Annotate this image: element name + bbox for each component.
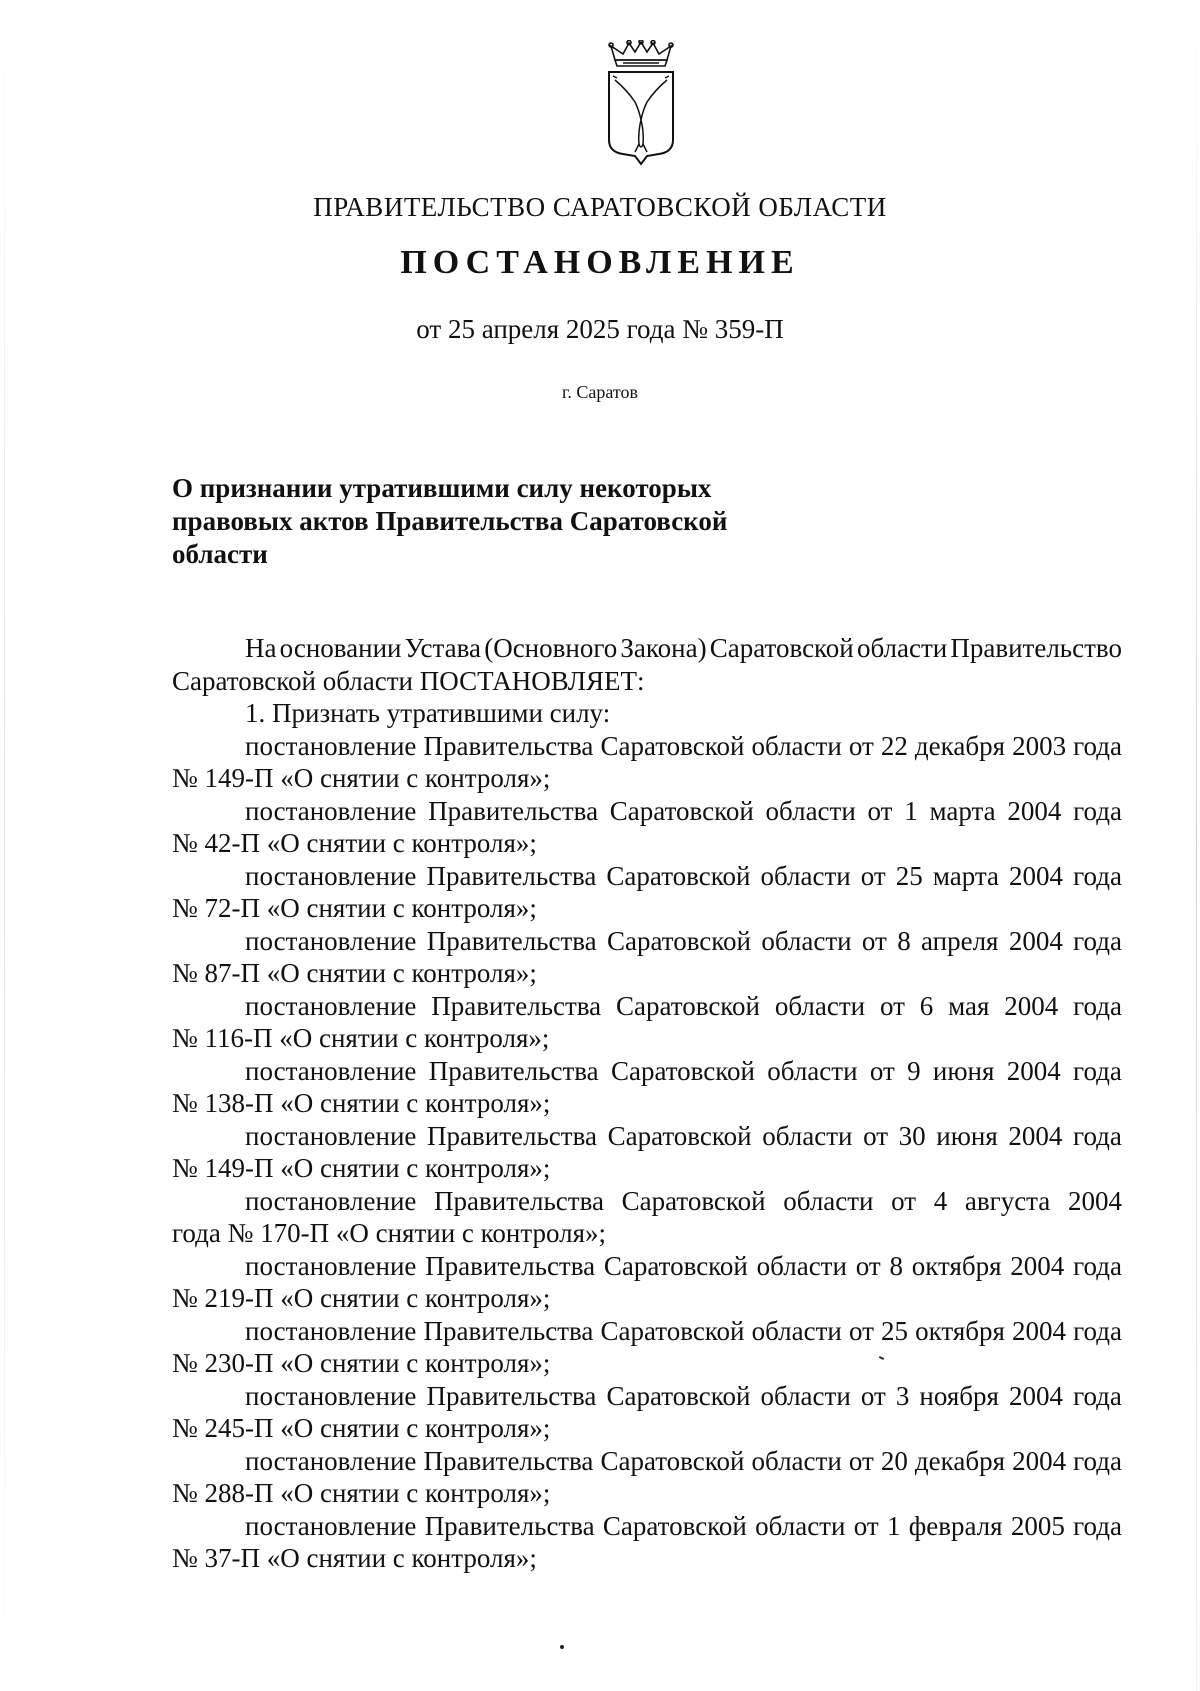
act-line-1: постановление Правительства Саратовской области от 8 апреля 2004 года (245, 925, 1122, 956)
act-line-2: № 42-П «О снятии с контроля»; (172, 828, 537, 858)
act-line-1: постановление Правительства Саратовской области от 20 декабря 2004 года (245, 1445, 1122, 1476)
document-type: ПОСТАНОВЛЕНИЕ (400, 244, 800, 281)
act-line-2: № 37-П «О снятии с контроля»; (172, 1543, 537, 1573)
act-line-2: № 116-П «О снятии с контроля»; (172, 1023, 550, 1053)
document-date-number: от 25 апреля 2025 года № 359-П (416, 314, 784, 344)
title-line: О признании утратившими силу некоторых (172, 473, 712, 503)
saratov-coat-of-arms-icon (601, 40, 681, 170)
act-line-2: года № 170-П «О снятии с контроля»; (172, 1218, 606, 1248)
act-line-1: постановление Правительства Саратовской области от 9 июня 2004 года (245, 1055, 1122, 1086)
act-line-2: № 230-П «О снятии с контроля»; (172, 1348, 551, 1378)
act-line-1: постановление Правительства Саратовской области от 25 марта 2004 года (245, 860, 1122, 891)
act-line-1: постановление Правительства Саратовской области от 22 декабря 2003 года (245, 730, 1122, 761)
act-line-2: № 288-П «О снятии с контроля»; (172, 1478, 551, 1508)
document-body (172, 632, 1122, 1575)
act-line-2: № 72-П «О снятии с контроля»; (172, 893, 537, 923)
document-city: г. Саратов (562, 382, 638, 402)
act-line-2: № 149-П «О снятии с контроля»; (172, 763, 551, 793)
act-line-1: постановление Правительства Саратовской области от 3 ноября 2004 года (245, 1380, 1122, 1411)
act-line-1: постановление Правительства Саратовской области от 1 марта 2004 года (245, 795, 1122, 826)
document-title (172, 472, 792, 571)
act-line-1: постановление Правительства Саратовской области от 25 октября 2004 года (245, 1315, 1122, 1346)
act-line-2: № 138-П «О снятии с контроля»; (172, 1088, 551, 1118)
act-line-2: № 219-П «О снятии с контроля»; (172, 1283, 551, 1313)
page-mark (560, 1645, 564, 1649)
government-name: ПРАВИТЕЛЬСТВО САРАТОВСКОЙ ОБЛАСТИ (313, 192, 887, 222)
act-line-1: постановление Правительства Саратовской области от 4 августа 2004 (245, 1185, 1122, 1216)
revoked-acts-list (172, 730, 1122, 1575)
preamble-line-2: Саратовской области ПОСТАНОВЛЯЕТ: (172, 665, 645, 696)
act-line-1: постановление Правительства Саратовской области от 30 июня 2004 года (245, 1120, 1122, 1151)
act-line-1: постановление Правительства Саратовской области от 6 мая 2004 года (245, 990, 1122, 1021)
preamble-line-1: На основании Устава (Основного Закона) Саратовской области Правительство (245, 633, 1122, 663)
act-line-1: постановление Правительства Саратовской области от 1 февраля 2005 года (245, 1510, 1122, 1541)
act-line-2: № 245-П «О снятии с контроля»; (172, 1413, 551, 1443)
act-line-2: № 149-П «О снятии с контроля»; (172, 1153, 551, 1183)
title-line: правовых актов Правительства Саратовской (172, 506, 728, 536)
title-line: области (172, 539, 268, 569)
point-1: 1. Признать утратившими силу: (245, 698, 611, 728)
act-line-1: постановление Правительства Саратовской области от 8 октября 2004 года (245, 1250, 1122, 1281)
act-line-2: № 87-П «О снятии с контроля»; (172, 958, 537, 988)
